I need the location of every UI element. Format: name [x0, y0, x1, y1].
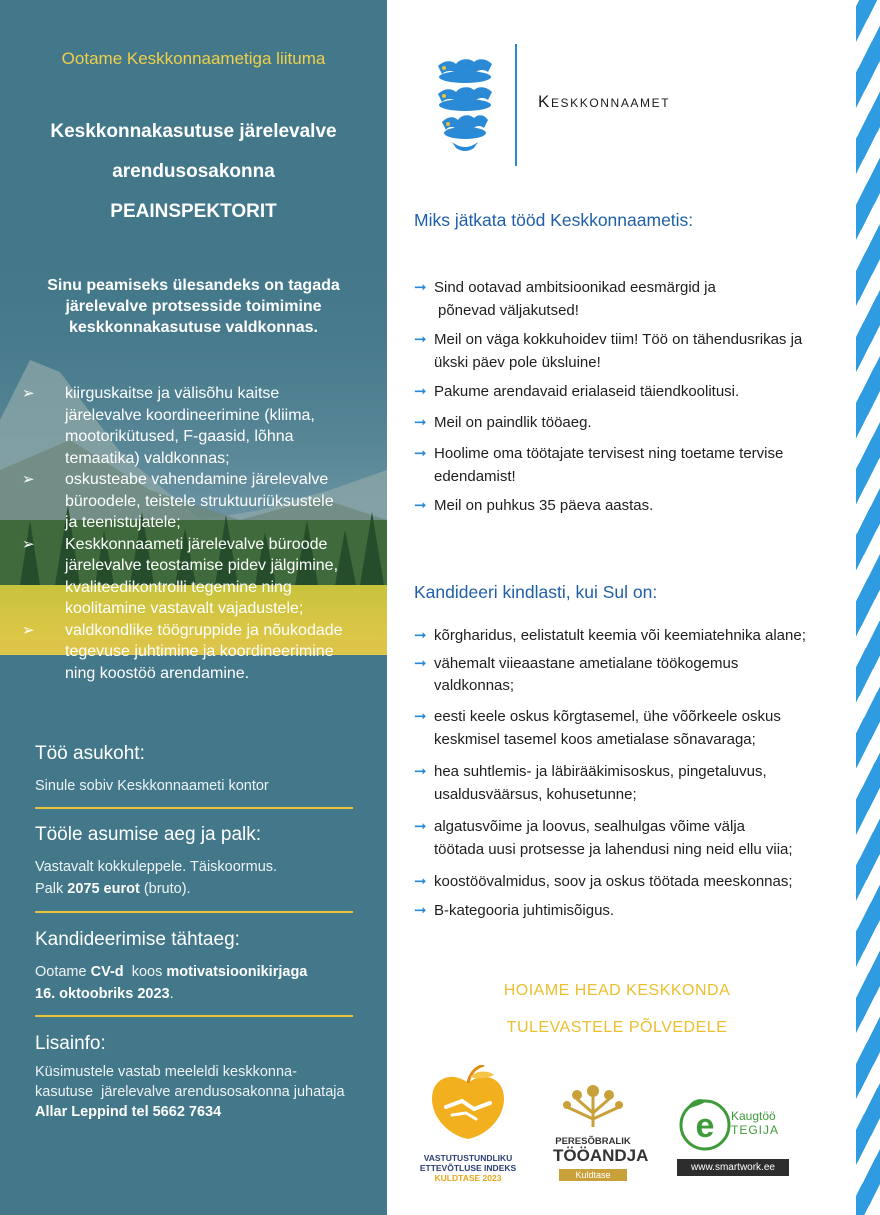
requirement-line: eesti keele oskus kõrgtasemel, ühe võõrkeele oskus — [434, 708, 781, 725]
requirement-line: hea suhtlemis- ja läbirääkimisoskus, pingetaluvus, — [434, 763, 767, 780]
family-friendly-employer-badge — [553, 1083, 649, 1193]
badge-text: VASTUTUSTUNDLIKU — [423, 1153, 513, 1163]
badge-text: Kaugtöö — [731, 1109, 776, 1123]
why-item — [414, 494, 819, 517]
why-line: Meil on väga kokkuhoidev tiim! Töö on tähendusrikas ja — [434, 331, 803, 348]
apple-handshake-icon — [418, 1065, 518, 1143]
job-title-line: PEAINSPEKTORIT — [110, 201, 277, 222]
deadline-text-part: Ootame — [35, 964, 91, 980]
arrowhead-bullet-icon: ➢ — [22, 535, 35, 553]
salary-prefix: Palk — [35, 881, 68, 897]
arrow-right-icon: ➞ — [414, 655, 427, 672]
start-pay-text — [35, 856, 355, 900]
duty-line: ning koostöö arendamine. — [65, 664, 250, 682]
duty-line: Keskkonnaameti järelevalve büroode — [65, 535, 328, 553]
requirement-item — [414, 870, 819, 893]
start-terms: Vastavalt kokkuleppele. Täiskoormus. — [35, 859, 278, 875]
arrow-right-icon: ➞ — [414, 331, 427, 348]
agency-logo — [432, 44, 712, 169]
requirement-line: keskmisel tasemel koos ametialase sõnavaraga; — [434, 731, 756, 748]
requirement-item — [414, 705, 819, 751]
main-task — [0, 275, 387, 338]
deadline-heading: Kandideerimise tähtaeg: — [35, 929, 240, 950]
smartwork-url: www.smartwork.ee — [677, 1159, 789, 1176]
duty-line: ja teenistujatele; — [65, 514, 181, 531]
arrow-right-icon: ➞ — [414, 627, 427, 644]
arrowhead-bullet-icon: ➢ — [22, 471, 35, 488]
more-info-text — [35, 1062, 355, 1122]
requirement-line: kõrgharidus, eelistatult keemia või keemiatehnika alane; — [434, 627, 806, 644]
e-letter-leaf-icon — [677, 1095, 733, 1151]
svg-text:e: e — [695, 1107, 715, 1145]
arrow-right-icon: ➞ — [414, 708, 427, 725]
why-line: põnevad väljakutsed! — [438, 302, 579, 319]
requirement-item — [414, 653, 819, 697]
duty-item — [22, 534, 382, 620]
requirement-line: algatusvõime ja loovus, sealhulgas võime välja — [434, 818, 746, 835]
gold-divider — [35, 911, 353, 913]
gold-divider — [35, 807, 353, 809]
location-section — [35, 742, 355, 797]
requirement-line: vähemalt viieaastane ametialane töökogemus — [434, 655, 739, 672]
requirement-line: usaldusväärsus, kohusetunne; — [434, 786, 637, 803]
main-task-line: Sinu peamiseks ülesandeks on tagada — [47, 277, 340, 294]
coat-of-arms-icon — [432, 56, 498, 154]
more-info-line: Küsimustele vastab meeleldi keskkonna- — [35, 1064, 297, 1080]
arrow-right-icon: ➞ — [414, 763, 427, 780]
duty-line: koolitamine vastavalt vajadustele; — [65, 600, 304, 617]
requirement-item — [414, 815, 819, 861]
slogan-line: TULEVASTELE PÕLVEDELE — [506, 1019, 728, 1036]
badge-text: KULDTASE 2023 — [434, 1173, 502, 1183]
why-item — [414, 380, 819, 403]
start-pay-heading: Tööle asumise aeg ja palk: — [35, 824, 262, 845]
apply-heading: Kandideeri kindlasti, kui Sul on: — [414, 582, 658, 602]
duty-line: kiirguskaitse ja välisõhu kaitse — [65, 385, 280, 402]
remote-work-badge — [677, 1095, 789, 1180]
arrow-right-icon: ➞ — [414, 445, 427, 462]
more-info-line: kasutuse järelevalve arendusosakonna juhataja — [35, 1084, 345, 1100]
salary-suffix: (bruto). — [139, 881, 191, 897]
job-title-line: arendusosakonna — [112, 161, 275, 182]
badge-text: TÖÖANDJA — [553, 1146, 649, 1165]
why-line: Meil on paindlik tööaeg. — [434, 414, 592, 431]
duties-list — [22, 383, 382, 684]
location-text-wrap — [35, 775, 355, 797]
why-line: Hoolime oma töötajate tervisest ning toetame tervise — [434, 445, 784, 462]
why-heading: Miks jätkata tööd Keskkonnaametis: — [414, 210, 694, 230]
duty-line: oskusteabe vahendamine järelevalve — [65, 471, 329, 488]
badge-text: TEGIJA — [731, 1123, 780, 1137]
slogan-line: HOIAME HEAD KESKKONDA — [503, 982, 731, 999]
why-item — [414, 411, 819, 434]
deadline-section — [35, 928, 355, 1005]
why-line: Sind ootavad ambitsioonikad eesmärgid ja — [434, 279, 716, 296]
left-panel — [0, 0, 387, 1215]
agency-name: Keskkonnaamet — [538, 92, 671, 111]
arrow-right-icon: ➞ — [414, 873, 427, 890]
arrow-right-icon: ➞ — [414, 279, 427, 296]
main-task-line: järelevalve protsesside toimimine — [65, 298, 322, 315]
start-pay-section — [35, 823, 355, 900]
requirement-item — [414, 624, 819, 647]
salary-amount: 2075 eurot — [67, 881, 140, 897]
deadline-line — [35, 961, 355, 983]
duty-item — [22, 469, 382, 534]
duty-line: tegevuse juhtimine ja koordineerimine — [65, 643, 334, 660]
requirement-line: valdkonnas; — [434, 677, 515, 694]
why-line: edendamist! — [434, 468, 516, 485]
job-title-line: Keskkonnakasutuse järelevalve — [50, 121, 337, 142]
duty-line: valdkondlike töögruppide ja nõukodade — [65, 621, 343, 639]
why-line: ükski päev pole üksluine! — [434, 354, 601, 371]
badge-text-wrap — [553, 1136, 649, 1183]
family-tree-icon — [553, 1083, 633, 1131]
requirement-line: B-kategooria juhtimisõigus. — [434, 902, 615, 919]
badge-text: Kuldtase — [559, 1169, 626, 1181]
logo-divider — [515, 44, 517, 166]
more-info-heading: Lisainfo: — [35, 1033, 106, 1054]
striped-border — [820, 0, 880, 1215]
requirement-item — [414, 899, 819, 922]
location-text: Sinule sobiv Keskkonnaameti kontor — [35, 778, 269, 794]
gold-divider — [35, 1015, 353, 1017]
badge-text: PERESÕBRALIK — [555, 1136, 631, 1147]
duty-line: mootorikütused, F-gaasid, lõhna — [65, 428, 294, 445]
responsible-business-badge — [418, 1065, 518, 1190]
cv-label: CV-d — [90, 964, 124, 980]
arrow-right-icon: ➞ — [414, 383, 427, 400]
why-item — [414, 328, 819, 374]
arrowhead-bullet-icon: ➢ — [22, 385, 35, 402]
why-item — [414, 276, 819, 322]
main-task-line: keskkonnakasutuse valdkonnas. — [69, 319, 318, 336]
duty-line: kvaliteedikontrolli tegemine ning — [65, 578, 292, 596]
salary-line — [35, 878, 355, 900]
duty-line: büroodele, teistele struktuuriüksustele — [65, 492, 334, 510]
tagline: Ootame Keskkonnaametiga liituma — [61, 49, 326, 68]
why-item — [414, 442, 819, 488]
motivation-letter-label: motivatsioonikirjaga — [166, 964, 308, 980]
contact-line — [35, 1102, 355, 1122]
deadline-text — [35, 961, 355, 1005]
arrow-right-icon: ➞ — [414, 902, 427, 919]
duty-item — [22, 620, 382, 685]
why-list — [414, 276, 819, 517]
duty-line: järelevalve koordineerimine (kliima, — [65, 406, 315, 424]
more-info-section — [35, 1032, 355, 1122]
duty-line: järelevalve teostamise pidev jälgimine, — [65, 557, 339, 574]
arrowhead-bullet-icon: ➢ — [22, 621, 35, 639]
arrow-right-icon: ➞ — [414, 497, 427, 514]
job-title — [0, 112, 387, 232]
deadline-date-suffix: . — [169, 986, 174, 1002]
requirements-list — [414, 624, 819, 922]
requirement-item — [414, 760, 819, 806]
deadline-text-part: koos — [123, 964, 167, 980]
duty-item — [22, 383, 382, 469]
remote-text — [731, 1109, 779, 1137]
why-line: Meil on puhkus 35 päeva aastas. — [434, 497, 654, 514]
why-line: Pakume arendavaid erialaseid täiendkoolitusi. — [434, 383, 740, 400]
requirement-line: töötada uusi protsesse ja lahendusi ning neid ellu viia; — [434, 841, 793, 858]
arrow-right-icon: ➞ — [414, 414, 427, 431]
contact-person: Allar Leppind tel 5662 7634 — [35, 1104, 222, 1120]
deadline-date: 16. oktoobriks 2023 — [35, 986, 170, 1002]
deadline-date-line — [35, 983, 355, 1005]
requirement-line: koostöövalmidus, soov ja oskus töötada meeskonnas; — [434, 873, 793, 890]
badge-text: ETTEVÕTLUSE INDEKS — [419, 1163, 517, 1173]
duty-line: temaatika) valdkonnas; — [65, 449, 230, 467]
location-heading: Töö asukoht: — [35, 743, 145, 764]
arrow-right-icon: ➞ — [414, 818, 427, 835]
